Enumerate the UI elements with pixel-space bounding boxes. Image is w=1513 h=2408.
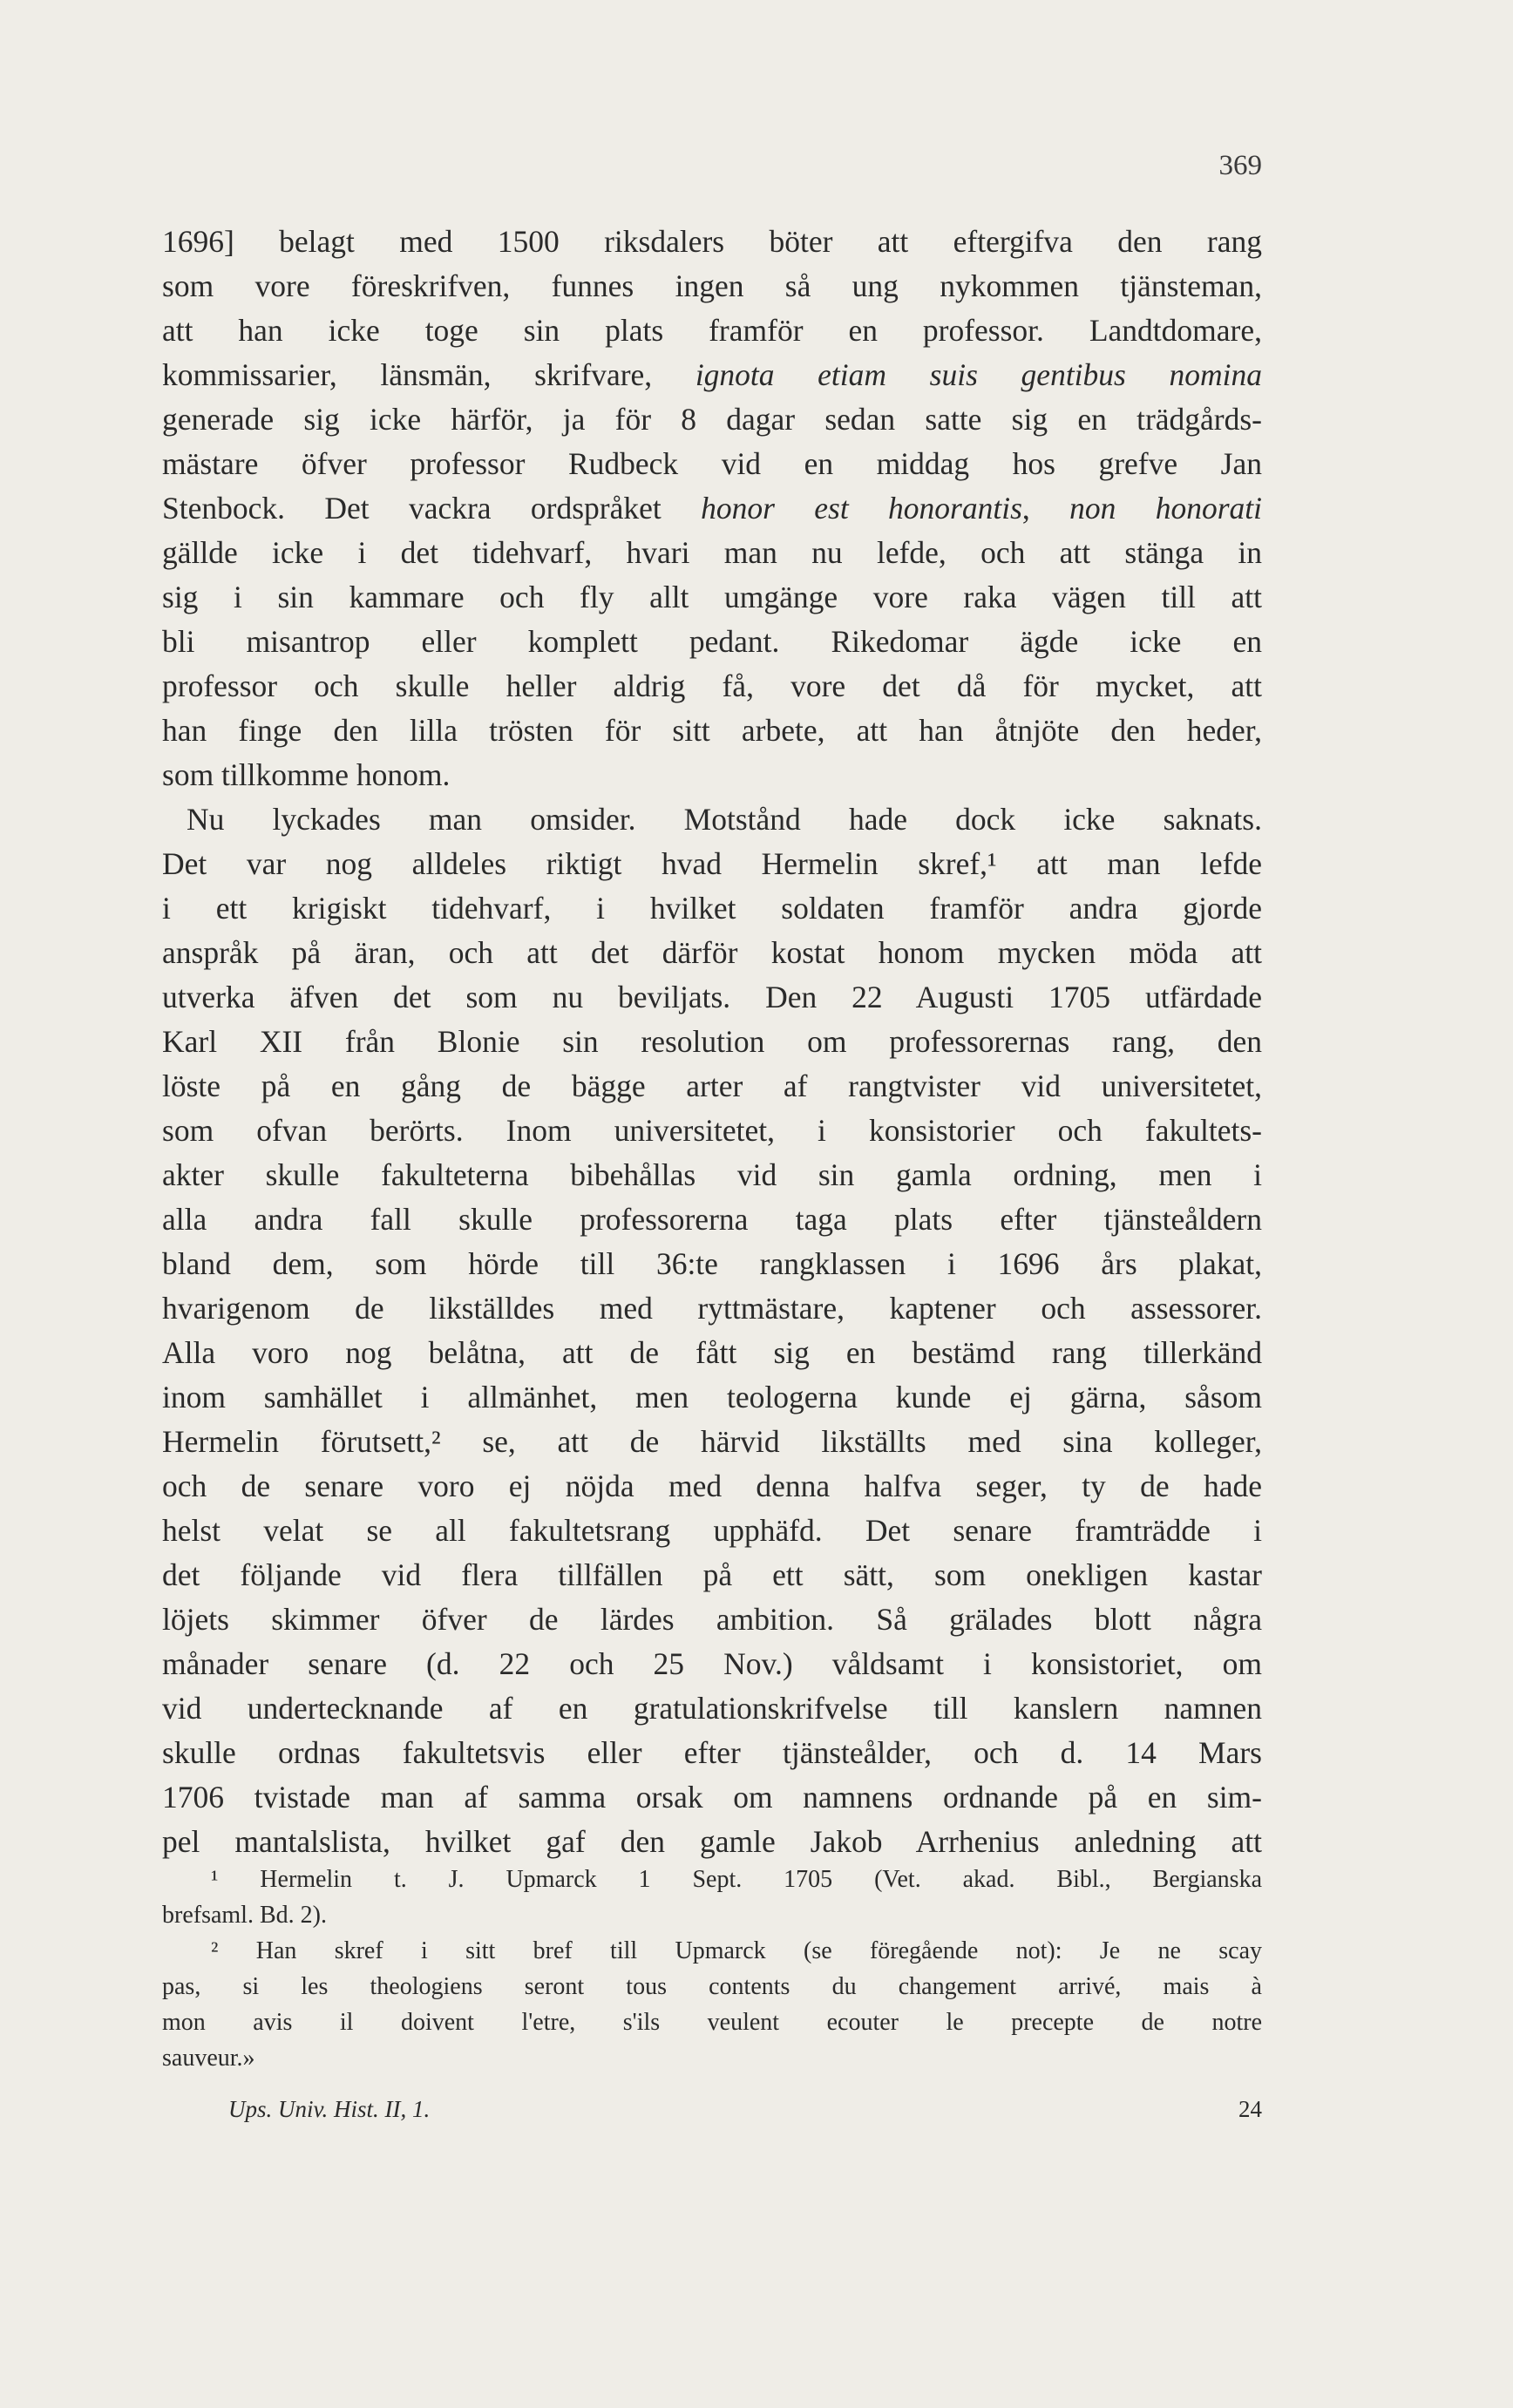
text-line: som vore föreskrifven, funnes ingen så ung nykommen tjänsteman, <box>162 268 1262 303</box>
page-number: 369 <box>1218 150 1262 181</box>
text-line: som tillkomme honom. <box>162 757 451 792</box>
text-line: alla andra fall skulle professorerna taga plats efter tjänsteåldern <box>162 1202 1262 1237</box>
text-line: löste på en gång de bägge arter af rangtvister vid universitetet, <box>162 1068 1262 1103</box>
text-line: sig i sin kammare och fly allt umgänge vore raka vägen till att <box>162 580 1262 614</box>
text-line: Alla voro nog belåtna, att de fått sig en bestämd rang tillerkänd <box>162 1335 1262 1370</box>
page-footer <box>162 2092 1262 2127</box>
footnote-line: ¹ Hermelin t. J. Upmarck 1 Sept. 1705 (Vet. akad. Bibl., Bergianska <box>211 1866 1262 1893</box>
text-line: kommissarier, länsmän, skrifvare, ignota etiam suis gentibus nomina <box>162 357 1262 392</box>
latin-phrase: ignota etiam suis gentibus nomina <box>695 357 1262 392</box>
text-line: att han icke toge sin plats framför en professor. Landtdomare, <box>162 313 1262 348</box>
text-line: Det var nog alldeles riktigt hvad Hermelin skref,¹ att man lefde <box>162 846 1262 881</box>
footnote-line: brefsaml. Bd. 2). <box>162 1902 327 1929</box>
text-line: akter skulle fakulteterna bibehållas vid sin gamla ordning, men i <box>162 1157 1262 1192</box>
text-line: Stenbock. Det vackra ordspråket honor est honorantis, non honorati <box>162 491 1263 526</box>
footnotes <box>162 1862 1262 2076</box>
text-line: vid undertecknande af en gratulationskrifvelse till kanslern namnen <box>162 1691 1262 1726</box>
text-line: bland dem, som hörde till 36:te rangklassen i 1696 års plakat, <box>162 1246 1262 1281</box>
text-line: det följande vid flera tillfällen på ett sätt, som onekligen kastar <box>162 1557 1262 1592</box>
footnote-line: sauveur.» <box>162 2045 255 2072</box>
footnote-line: mon avis il doivent l'etre, s'ils veulent ecouter le precepte de notre <box>162 2009 1262 2036</box>
text-line: 1696] belagt med 1500 riksdalers böter att eftergifva den rang <box>162 224 1262 259</box>
text-line: bli misantrop eller komplett pedant. Rikedomar ägde icke en <box>162 624 1262 659</box>
text-line: han finge den lilla trösten för sitt arbete, att han åtnjöte den heder, <box>162 713 1262 748</box>
signature-mark: Ups. Univ. Hist. II, 1. <box>228 2096 431 2122</box>
text-line: skulle ordnas fakultetsvis eller efter tjänsteålder, och d. 14 Mars <box>162 1735 1262 1770</box>
text-line: Hermelin förutsett,² se, att de härvid likställts med sina kolleger, <box>162 1424 1262 1459</box>
text-line: anspråk på äran, och att det därför kostat honom mycken möda att <box>162 935 1262 970</box>
text-line: mästare öfver professor Rudbeck vid en middag hos grefve Jan <box>162 446 1262 481</box>
text-line: löjets skimmer öfver de lärdes ambition. Så grälades blott några <box>162 1602 1262 1637</box>
body-text <box>162 220 1262 1864</box>
text-line: hvarigenom de likställdes med ryttmästare, kaptener och assessorer. <box>162 1291 1262 1326</box>
text-line: och de senare voro ej nöjda med denna halfva seger, ty de hade <box>162 1469 1262 1503</box>
text-line: professor och skulle heller aldrig få, vore det då för mycket, att <box>162 668 1262 703</box>
sheet-number: 24 <box>1238 2096 1262 2122</box>
latin-phrase: non honorati <box>1069 491 1263 526</box>
latin-phrase: honor est honorantis <box>701 491 1022 526</box>
text-line: 1706 tvistade man af samma orsak om namnens ordnande på en sim- <box>162 1780 1262 1814</box>
text-line: månader senare (d. 22 och 25 Nov.) våldsamt i konsistoriet, om <box>162 1646 1262 1681</box>
text-line: utverka äfven det som nu beviljats. Den 22 Augusti 1705 utfärdade <box>162 980 1262 1014</box>
text-line: Karl XII från Blonie sin resolution om professorernas rang, den <box>162 1024 1262 1059</box>
text-line: Nu lyckades man omsider. Motstånd hade dock icke saknats. <box>187 802 1262 837</box>
footnote-line: pas, si les theologiens seront tous contents du changement arrivé, mais à <box>162 1973 1262 2000</box>
text-line: gällde icke i det tidehvarf, hvari man nu lefde, och att stänga in <box>162 535 1262 570</box>
text-line: helst velat se all fakultetsrang upphäfd. Det senare framträdde i <box>162 1513 1262 1548</box>
text-line: inom samhället i allmänhet, men teologerna kunde ej gärna, såsom <box>162 1380 1262 1414</box>
text-line: som ofvan berörts. Inom universitetet, i konsistorier och fakultets- <box>162 1113 1262 1148</box>
text-line: generade sig icke härför, ja för 8 dagar sedan satte sig en trädgårds- <box>162 402 1262 437</box>
text-line: pel mantalslista, hvilket gaf den gamle Jakob Arrhenius anledning att <box>162 1824 1262 1859</box>
text-line: i ett krigiskt tidehvarf, i hvilket soldaten framför andra gjorde <box>162 891 1262 926</box>
footnote-line: ² Han skref i sitt bref till Upmarck (se föregående not): Je ne scay <box>211 1937 1262 1964</box>
